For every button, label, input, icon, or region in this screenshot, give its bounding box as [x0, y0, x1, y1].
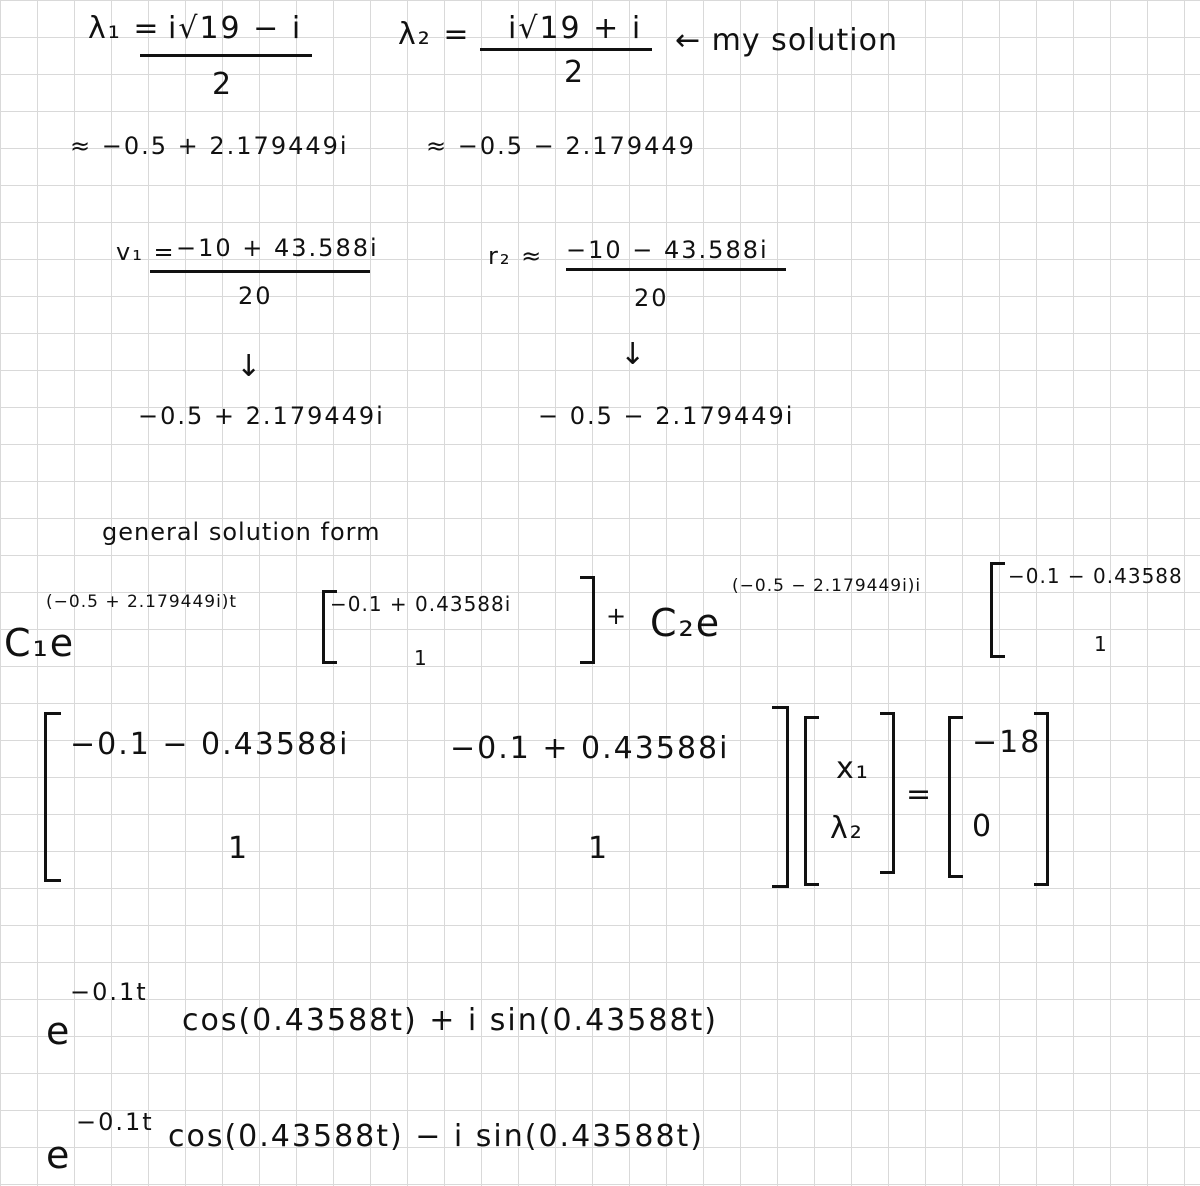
exponent-2: (−0.5 − 2.179449i)i: [732, 576, 922, 596]
lambda1-fraction-bar: [140, 54, 312, 57]
v1-denominator: 20: [238, 282, 273, 310]
vector2-bottom: 1: [1094, 632, 1108, 656]
rhs-left-bracket: [948, 716, 963, 878]
vector1-top: −0.1 + 0.43588i: [330, 592, 512, 616]
lambda2-fraction-bar: [480, 48, 652, 51]
v1-numerator: −10 + 43.588i: [176, 234, 379, 262]
v1-lhs: v₁ =: [116, 238, 176, 266]
vector2-top: −0.1 − 0.43588: [1008, 564, 1183, 588]
general-solution-label: general solution form: [102, 518, 381, 546]
lambda2-approx: ≈ −0.5 − 2.179449: [426, 132, 696, 160]
vector1-right-bracket: [580, 576, 595, 664]
lambda2-denominator: 2: [564, 55, 586, 90]
c2-term: C₂e: [650, 601, 722, 645]
v2-numerator: −10 − 43.588i: [566, 236, 769, 264]
equals-sign: =: [906, 777, 934, 812]
euler2-base: e: [46, 1133, 72, 1177]
vector1-bottom: 1: [414, 646, 428, 670]
euler2-exponent: −0.1t: [76, 1108, 154, 1136]
v1-fraction-bar: [150, 270, 370, 273]
rhs-b1: −18: [972, 725, 1042, 760]
lambda1-lhs: λ₁ =: [88, 11, 161, 46]
lambda2-numerator: i√19 + i: [508, 11, 643, 46]
matrix-a22: 1: [588, 831, 610, 866]
rhs-right-bracket: [1034, 712, 1049, 886]
unknown-x2: λ₂: [830, 811, 864, 846]
euler1-body: cos(0.43588t) + i sin(0.43588t): [182, 1003, 718, 1038]
unknown-right-bracket: [880, 712, 895, 874]
matrix-left-bracket: [44, 712, 61, 882]
unknown-left-bracket: [804, 716, 819, 886]
v2-result: − 0.5 − 2.179449i: [538, 402, 795, 430]
v1-arrow: ↓: [236, 349, 264, 384]
v2-arrow: ↓: [620, 337, 648, 372]
euler1-base: e: [46, 1009, 72, 1053]
lambda1-approx: ≈ −0.5 + 2.179449i: [70, 132, 349, 160]
unknown-x1: x₁: [836, 751, 870, 786]
euler1-exponent: −0.1t: [70, 978, 148, 1006]
c1-term: C₁e: [4, 621, 76, 665]
v2-denominator: 20: [634, 284, 669, 312]
matrix-a12: −0.1 + 0.43588i: [450, 731, 730, 766]
v1-result: −0.5 + 2.179449i: [138, 402, 385, 430]
lambda1-denominator: 2: [212, 67, 234, 102]
euler2-body: cos(0.43588t) − i sin(0.43588t): [168, 1119, 704, 1154]
matrix-a11: −0.1 − 0.43588i: [70, 727, 350, 762]
rhs-b2: 0: [972, 809, 994, 844]
plus-sign: +: [606, 602, 629, 630]
vector2-left-bracket: [990, 562, 1005, 658]
matrix-right-bracket: [772, 706, 789, 888]
matrix-a21: 1: [228, 831, 250, 866]
v2-lhs: r₂ ≈: [488, 242, 544, 270]
lambda1-numerator: i√19 − i: [168, 11, 303, 46]
lambda2-lhs: λ₂ =: [398, 17, 471, 52]
v2-fraction-bar: [566, 268, 786, 271]
exponent-1: (−0.5 + 2.179449i)t: [46, 592, 238, 612]
my-solution-note: ← my solution: [675, 23, 898, 58]
